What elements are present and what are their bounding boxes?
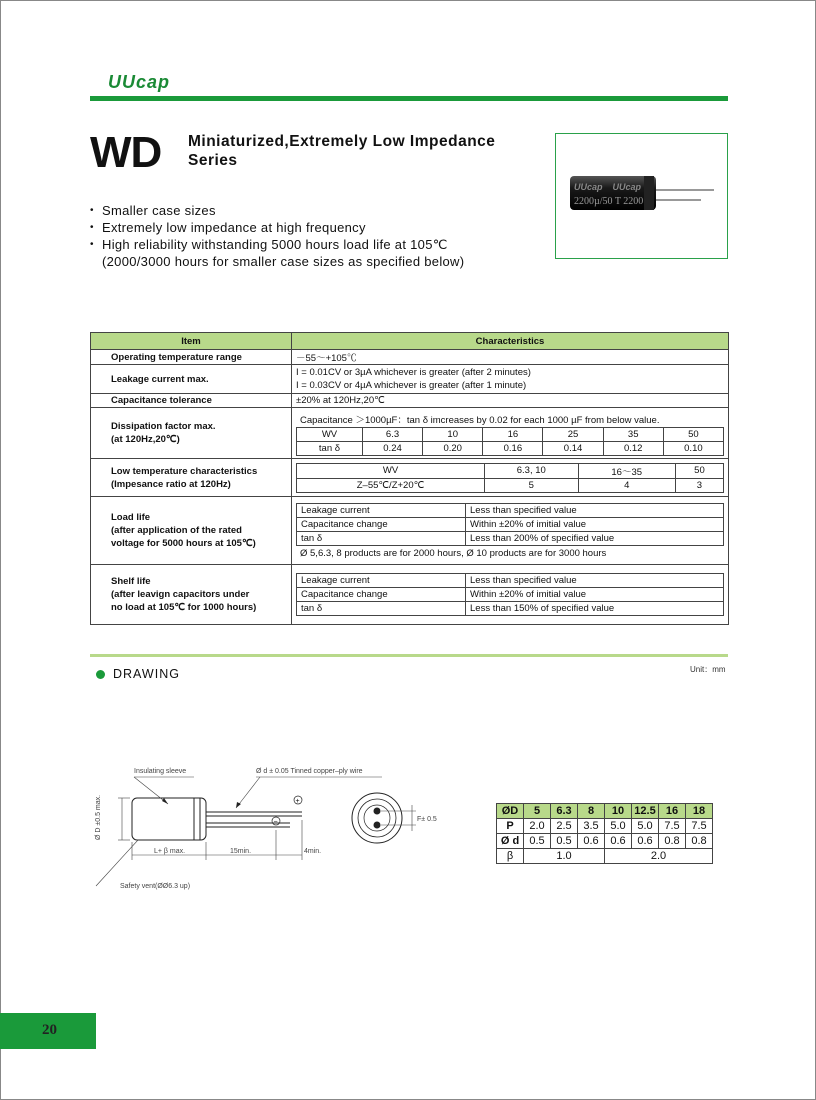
plus-mark: + bbox=[295, 798, 300, 805]
df-wv: 16 bbox=[483, 428, 543, 442]
df-table bbox=[296, 427, 724, 456]
df-label bbox=[91, 408, 292, 459]
shelf-value: Less than specified value bbox=[466, 574, 724, 588]
brand-logo: UUcap bbox=[108, 72, 171, 92]
df-tan: 0.16 bbox=[483, 442, 543, 456]
pitch-label: F± 0.5 bbox=[417, 816, 437, 823]
drawing-heading bbox=[96, 667, 180, 681]
capacitor-image bbox=[556, 134, 727, 258]
length-label: L+ β max. bbox=[154, 848, 186, 855]
df-wv: 50 bbox=[663, 428, 723, 442]
sleeve-label: Insulating sleeve bbox=[134, 768, 187, 775]
load-param: Leakage current bbox=[297, 503, 466, 517]
lt-z: 5 bbox=[485, 478, 578, 492]
dim-p-value: 5.0 bbox=[632, 819, 659, 834]
dim-wire-value: 0.5 bbox=[524, 834, 551, 849]
df-tan: 0.12 bbox=[603, 442, 663, 456]
dim-d-value: 8 bbox=[578, 804, 605, 819]
dim-beta-label: β bbox=[497, 849, 524, 864]
shelf-label-line: (after leavign capacitors under bbox=[111, 589, 250, 600]
series-code: WD bbox=[90, 128, 162, 177]
lt-wv: 50 bbox=[675, 463, 723, 478]
df-tan: 0.20 bbox=[423, 442, 483, 456]
cap-tol-label: Capacitance tolerance bbox=[91, 394, 292, 408]
dim-p-value: 7.5 bbox=[686, 819, 713, 834]
photo-label: 2200µ/50 T 2200 bbox=[574, 196, 644, 207]
load-value: Less than specified value bbox=[466, 503, 724, 517]
df-tan: 0.24 bbox=[362, 442, 422, 456]
dim-p-value: 5.0 bbox=[605, 819, 632, 834]
leak-line: I = 0.03CV or 4µA whichever is greater (after 1 minute) bbox=[296, 380, 527, 391]
df-wv: 25 bbox=[543, 428, 603, 442]
shelf-label-line: Shelf life bbox=[111, 576, 151, 587]
dim-d-value: 5 bbox=[524, 804, 551, 819]
shelf-label-line: no load at 105℃ for 1000 hours) bbox=[111, 602, 257, 613]
lt-z-label: Z–55℃/Z+20℃ bbox=[297, 478, 485, 492]
leak-label: Leakage current max. bbox=[91, 365, 292, 394]
load-value: Less than 200% of specified value bbox=[466, 531, 724, 545]
op-temp-value: －55～+105℃ bbox=[292, 350, 729, 365]
dimension-table bbox=[496, 803, 713, 864]
lt-cell bbox=[292, 459, 729, 497]
feature-item: • Smaller case sizes bbox=[90, 203, 216, 218]
load-value: Within ±20% of imitial value bbox=[466, 517, 724, 531]
df-tan: 0.14 bbox=[543, 442, 603, 456]
df-label-line: Dissipation factor max. bbox=[111, 421, 216, 432]
wire-label: Ø d ± 0.05 Tinned copper–ply wire bbox=[256, 768, 363, 775]
dim-wire-value: 0.6 bbox=[605, 834, 632, 849]
vent-label: Safety vent(ØØ6.3 up) bbox=[120, 883, 191, 890]
df-cell bbox=[292, 408, 729, 459]
dim-wire-value: 0.5 bbox=[551, 834, 578, 849]
lt-wv: 16～35 bbox=[578, 463, 675, 478]
leak-line: I = 0.01CV or 3µA whichever is greater (after 2 minutes) bbox=[296, 367, 531, 378]
shelf-table bbox=[296, 573, 724, 616]
dim-p-value: 2.0 bbox=[524, 819, 551, 834]
df-tan: 0.10 bbox=[663, 442, 723, 456]
df-wv: 10 bbox=[423, 428, 483, 442]
header-characteristics: Characteristics bbox=[292, 333, 729, 350]
lead15-label: 15min. bbox=[230, 848, 252, 855]
df-note: Capacitance ＞1000µF：tan δ imcreases by 0.02 for each 1000 µF from below value. bbox=[300, 415, 660, 426]
load-param: Capacitance change bbox=[297, 517, 466, 531]
shelf-value: Within ±20% of imitial value bbox=[466, 588, 724, 602]
dim-wire-value: 0.6 bbox=[632, 834, 659, 849]
load-label-line: voltage for 5000 hours at 105℃) bbox=[111, 538, 256, 549]
dim-d-value: 10 bbox=[605, 804, 632, 819]
df-wv-label: WV bbox=[297, 428, 363, 442]
lt-z: 3 bbox=[675, 478, 723, 492]
feature-item bbox=[90, 253, 464, 270]
header-item: Item bbox=[91, 333, 292, 350]
characteristics-table bbox=[90, 332, 729, 625]
dim-p-value: 7.5 bbox=[659, 819, 686, 834]
load-note: Ø 5,6.3, 8 products are for 2000 hours, Ø 10 products are for 3000 hours bbox=[300, 547, 607, 559]
shelf-param: tan δ bbox=[297, 602, 466, 616]
minus-mark: − bbox=[273, 818, 278, 826]
dim-wire-value: 0.8 bbox=[686, 834, 713, 849]
lt-label-line: Low temperature characteristics bbox=[111, 465, 258, 477]
dim-d-value: 18 bbox=[686, 804, 713, 819]
dim-wire-label: Ø d bbox=[497, 834, 524, 849]
svg-text:UUcap UUcap: UUcap UUcap bbox=[574, 182, 642, 192]
feature-item: • High reliability withstanding 5000 hours load life at 105℃ bbox=[90, 237, 448, 252]
df-tan-label: tan δ bbox=[297, 442, 363, 456]
load-label-line: (after application of the rated bbox=[111, 525, 242, 536]
section-rule bbox=[90, 654, 728, 657]
cap-tol-value: ±20% at 120Hz,20℃ bbox=[292, 394, 729, 408]
dim-p-label: P bbox=[497, 819, 524, 834]
feature-text: Smaller case sizes bbox=[102, 203, 216, 218]
lt-label bbox=[91, 459, 292, 497]
bullet-dot-icon bbox=[96, 670, 105, 679]
diameter-label: Ø D ±0.5 max. bbox=[95, 794, 102, 840]
product-photo bbox=[555, 133, 728, 259]
shelf-param: Capacitance change bbox=[297, 588, 466, 602]
series-subtitle bbox=[188, 132, 495, 170]
load-param: tan δ bbox=[297, 531, 466, 545]
lt-z: 4 bbox=[578, 478, 675, 492]
drawing-title: DRAWING bbox=[113, 667, 180, 681]
feature-text: High reliability withstanding 5000 hours load life at 105℃ bbox=[102, 237, 448, 252]
dim-p-value: 3.5 bbox=[578, 819, 605, 834]
lt-table bbox=[296, 463, 724, 493]
subtitle-line-1: Miniaturized,Extremely Low Impedance bbox=[188, 133, 496, 150]
df-wv: 35 bbox=[603, 428, 663, 442]
op-temp-label: Operating temperature range bbox=[91, 350, 292, 365]
lt-wv-label: WV bbox=[297, 463, 485, 478]
lt-label-line: (Impesance ratio at 120Hz) bbox=[111, 478, 231, 490]
dim-d-value: 16 bbox=[659, 804, 686, 819]
unit-label: Unit：mm bbox=[690, 665, 726, 674]
df-label-line: (at 120Hz,20℃) bbox=[111, 434, 180, 445]
shelf-param: Leakage current bbox=[297, 574, 466, 588]
lt-wv: 6.3, 10 bbox=[485, 463, 578, 478]
dim-wire-value: 0.6 bbox=[578, 834, 605, 849]
dim-beta-value: 1.0 bbox=[524, 849, 605, 864]
dim-beta-value: 2.0 bbox=[605, 849, 713, 864]
load-label-line: Load life bbox=[111, 512, 151, 523]
lead4-label: 4min. bbox=[304, 848, 322, 855]
df-wv: 6.3 bbox=[362, 428, 422, 442]
dim-wire-value: 0.8 bbox=[659, 834, 686, 849]
load-label bbox=[91, 497, 292, 565]
dim-d-value: 6.3 bbox=[551, 804, 578, 819]
feature-text: (2000/3000 hours for smaller case sizes as specified below) bbox=[102, 254, 465, 269]
load-table bbox=[296, 503, 724, 546]
load-cell bbox=[292, 497, 729, 565]
subtitle-line-2: Series bbox=[188, 152, 238, 169]
dim-d-value: 12.5 bbox=[632, 804, 659, 819]
shelf-value: Less than 150% of specified value bbox=[466, 602, 724, 616]
shelf-label bbox=[91, 565, 292, 625]
feature-list bbox=[90, 202, 464, 270]
feature-item: • Extremely low impedance at high frequency bbox=[90, 220, 366, 235]
leak-value bbox=[292, 365, 729, 394]
dimension-drawing bbox=[90, 760, 450, 900]
feature-text: Extremely low impedance at high frequency bbox=[102, 220, 366, 235]
page-number: 20 bbox=[42, 1022, 57, 1038]
dim-p-value: 2.5 bbox=[551, 819, 578, 834]
header-rule bbox=[90, 96, 728, 101]
shelf-cell bbox=[292, 565, 729, 625]
dim-header-label: ØD bbox=[497, 804, 524, 819]
